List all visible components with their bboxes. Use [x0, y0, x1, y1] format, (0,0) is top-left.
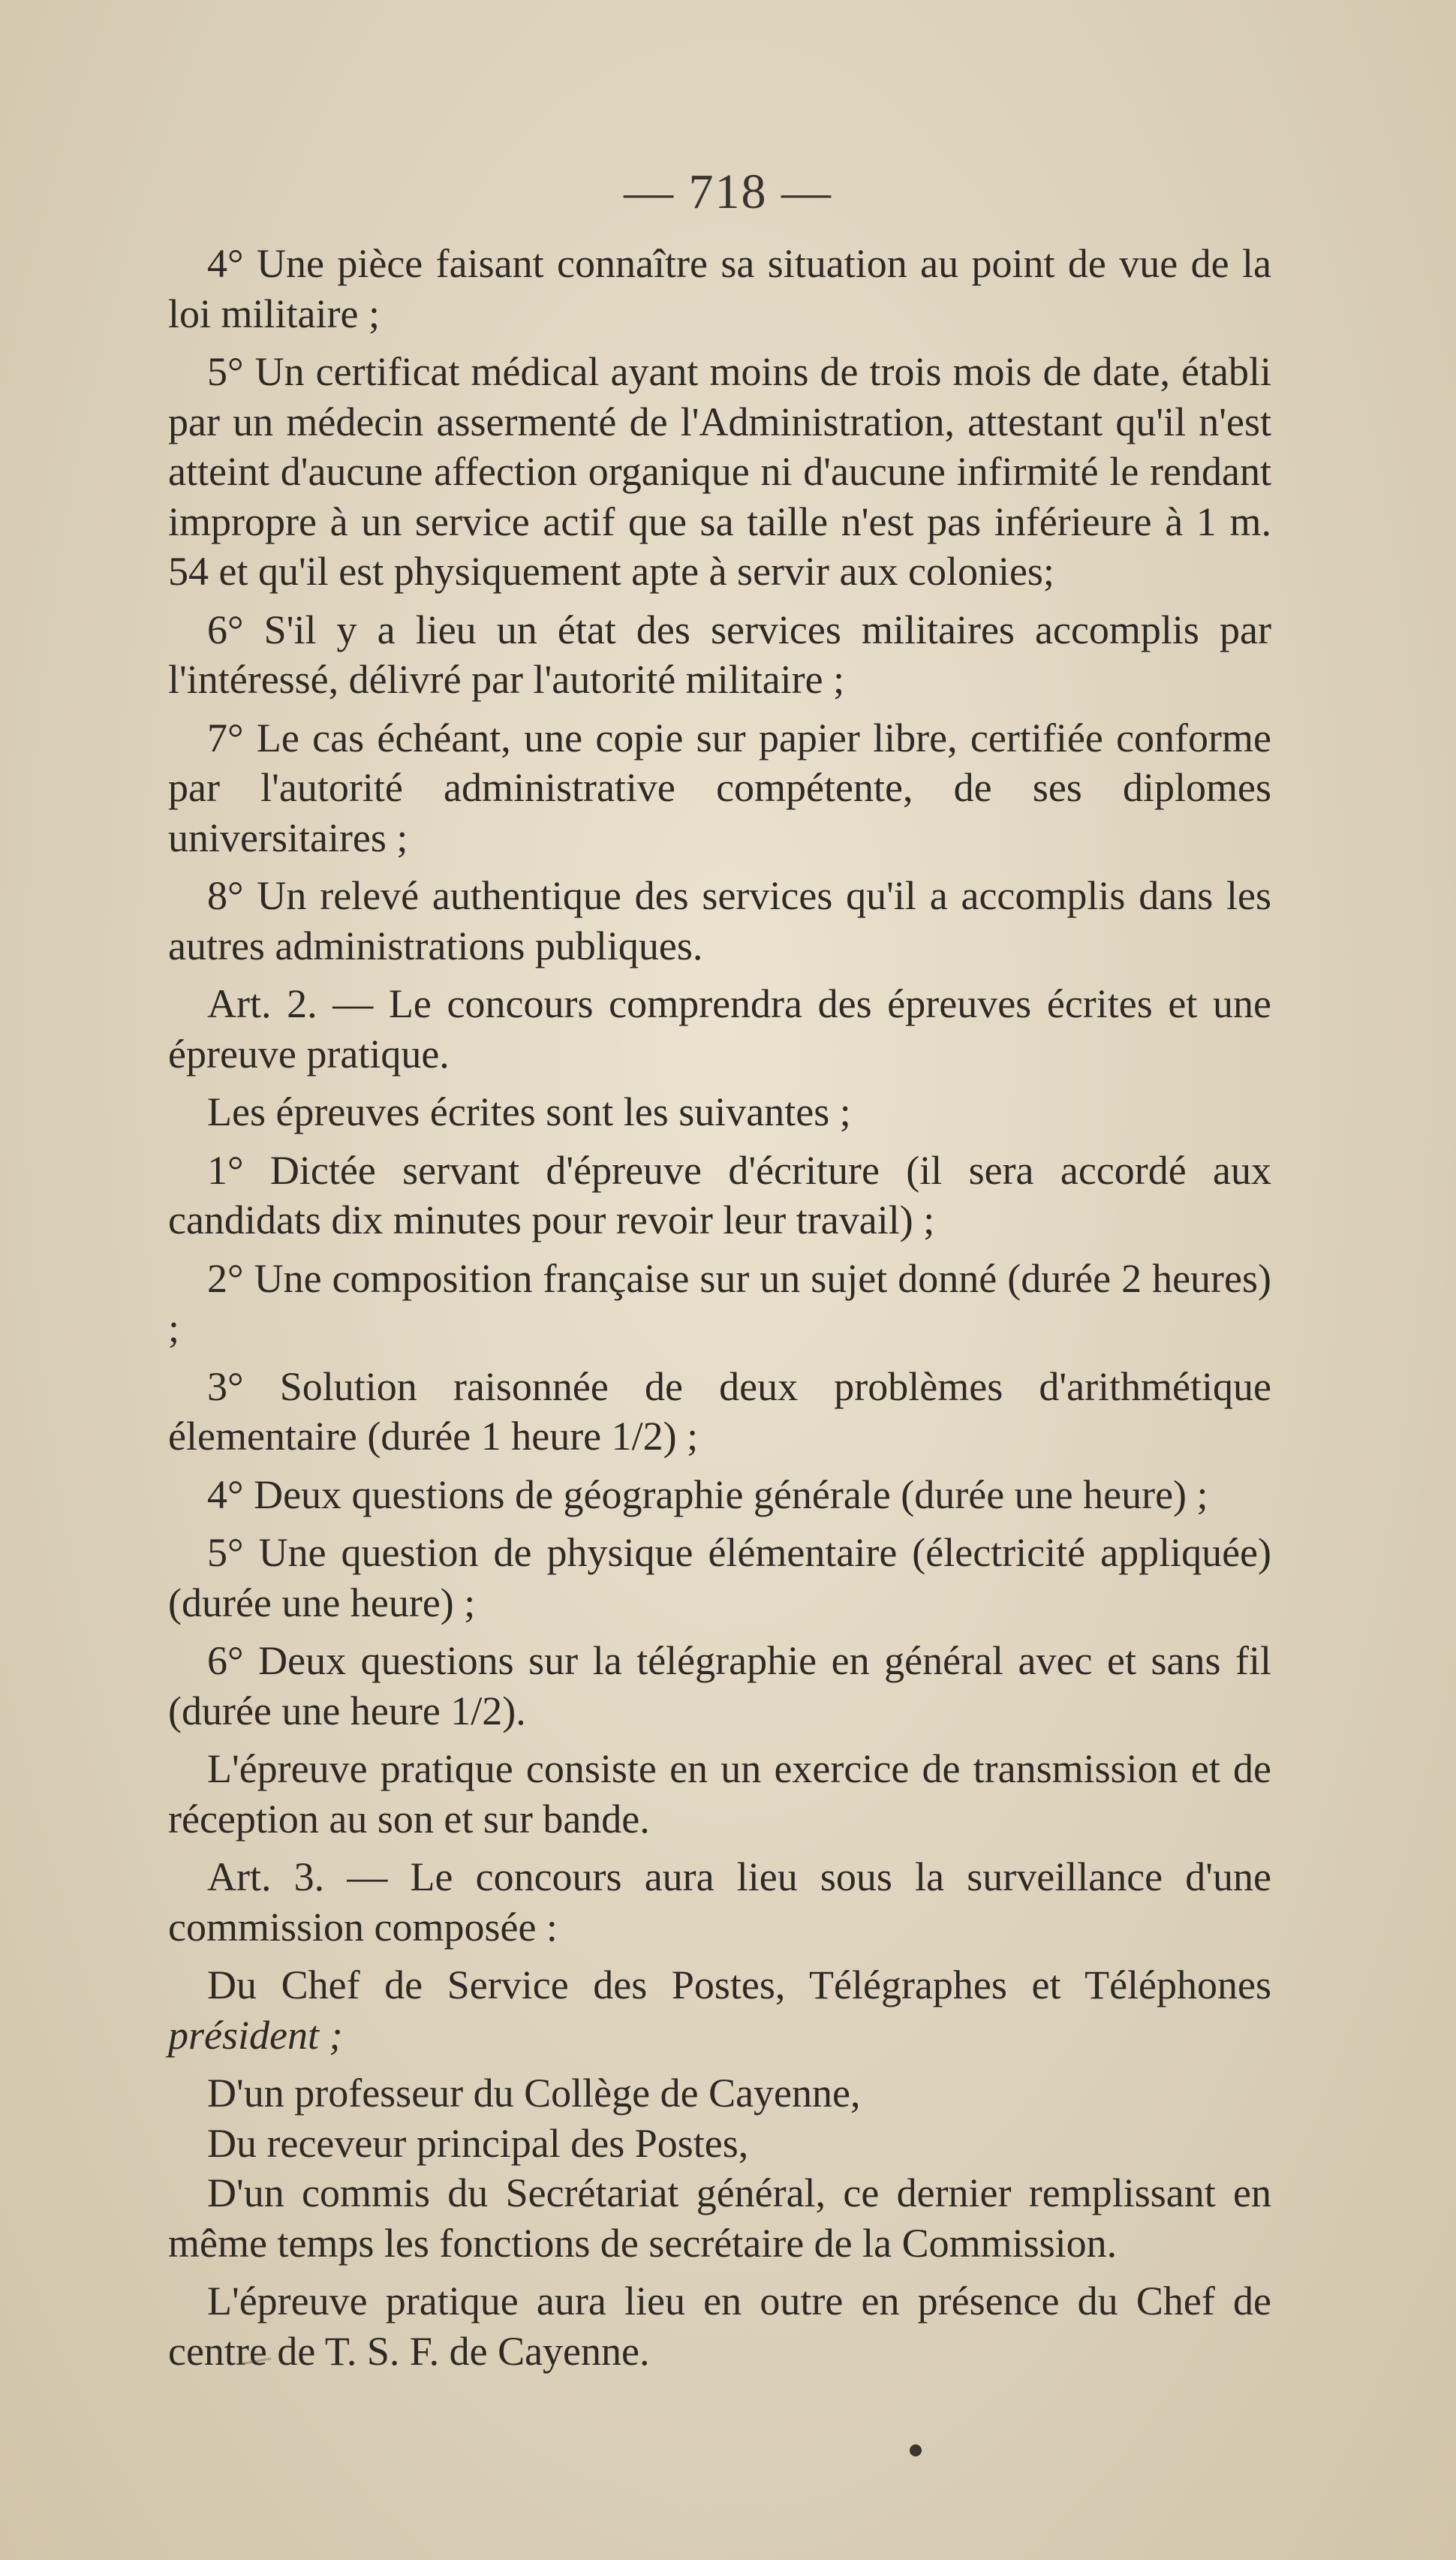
test-item-1: 1° Dictée servant d'épreuve d'écriture (il sera accordé aux candidats dix minutes pour revoir leur travail) ;: [168, 1147, 1271, 1242]
body-text: [168, 239, 1271, 2376]
article-2-heading: Art. 2. — Le concours comprendra des épreuves écrites et une épreuve pratique.: [168, 981, 1271, 1077]
final-paragraph: L'épreuve pratique aura lieu en outre en présence du Chef de centre de T. S. F. de Cayenne.: [168, 2278, 1271, 2374]
paragraph-item-6: 6° S'il y a lieu un état des services militaires accomplis par l'intéressé, délivré par l'autorité militaire ;: [168, 607, 1271, 702]
paragraph-item-7: 7° Le cas échéant, une copie sur papier libre, certifiée conforme par l'autorité administrative compétente, de ses diplomes universitaires ;: [168, 715, 1271, 860]
commission-member-chief-text: Du Chef de Service des Postes, Télégraphes et Téléphones: [207, 1962, 1271, 2007]
test-item-2: 2° Une composition française sur un sujet donné (durée 2 heures) ;: [168, 1255, 1271, 1351]
practical-test-paragraph: L'épreuve pratique consiste en un exercice de transmission et de réception au son et sur bande.: [168, 1746, 1271, 1842]
commission-member-chief: [168, 1960, 1271, 2060]
test-item-6: 6° Deux questions sur la télégraphie en général avec et sans fil (durée une heure 1/2).: [168, 1638, 1271, 1733]
written-tests-intro: Les épreuves écrites sont les suivantes ;: [207, 1089, 851, 1134]
page-number: — 718 —: [624, 164, 832, 219]
president-label: président ;: [168, 2012, 343, 2058]
ink-dot: [910, 2444, 922, 2456]
commission-member-receiver: Du receveur principal des Postes,: [207, 2120, 749, 2166]
test-item-3: 3° Solution raisonnée de deux problèmes d'arithmétique élementaire (durée 1 heure 1/2) ;: [168, 1363, 1271, 1459]
paragraph-item-8: 8° Un relevé authentique des services qu'il a accomplis dans les autres administrations publiques.: [168, 873, 1271, 968]
commission-member-clerk: D'un commis du Secrétariat général, ce dernier remplissant en même temps les fonctions de secrétaire de la Commission.: [168, 2170, 1271, 2266]
article-3-heading: Art. 3. — Le concours aura lieu sous la surveillance d'une commission composée :: [168, 1854, 1271, 1950]
commission-member-professor: D'un professeur du Collège de Cayenne,: [207, 2071, 861, 2116]
test-item-5: 5° Une question de physique élémentaire (électricité appliquée) (durée une heure) ;: [168, 1530, 1271, 1625]
paragraph-item-5: 5° Un certificat médical ayant moins de trois mois de date, établi par un médecin assermenté de l'Administration, attestant qu'il n'est atteint d'aucune affection organique ni d'aucune infirmité le rendant impropre à un service actif que sa taille n'est pas inférieure à 1 m. 54 et qu'il est physiquement apte à servir aux colonies;: [168, 349, 1271, 594]
test-item-4: 4° Deux questions de géographie générale (durée une heure) ;: [207, 1471, 1208, 1517]
paragraph-item-4: 4° Une pièce faisant connaître sa situation au point de vue de la loi militaire ;: [168, 241, 1271, 336]
